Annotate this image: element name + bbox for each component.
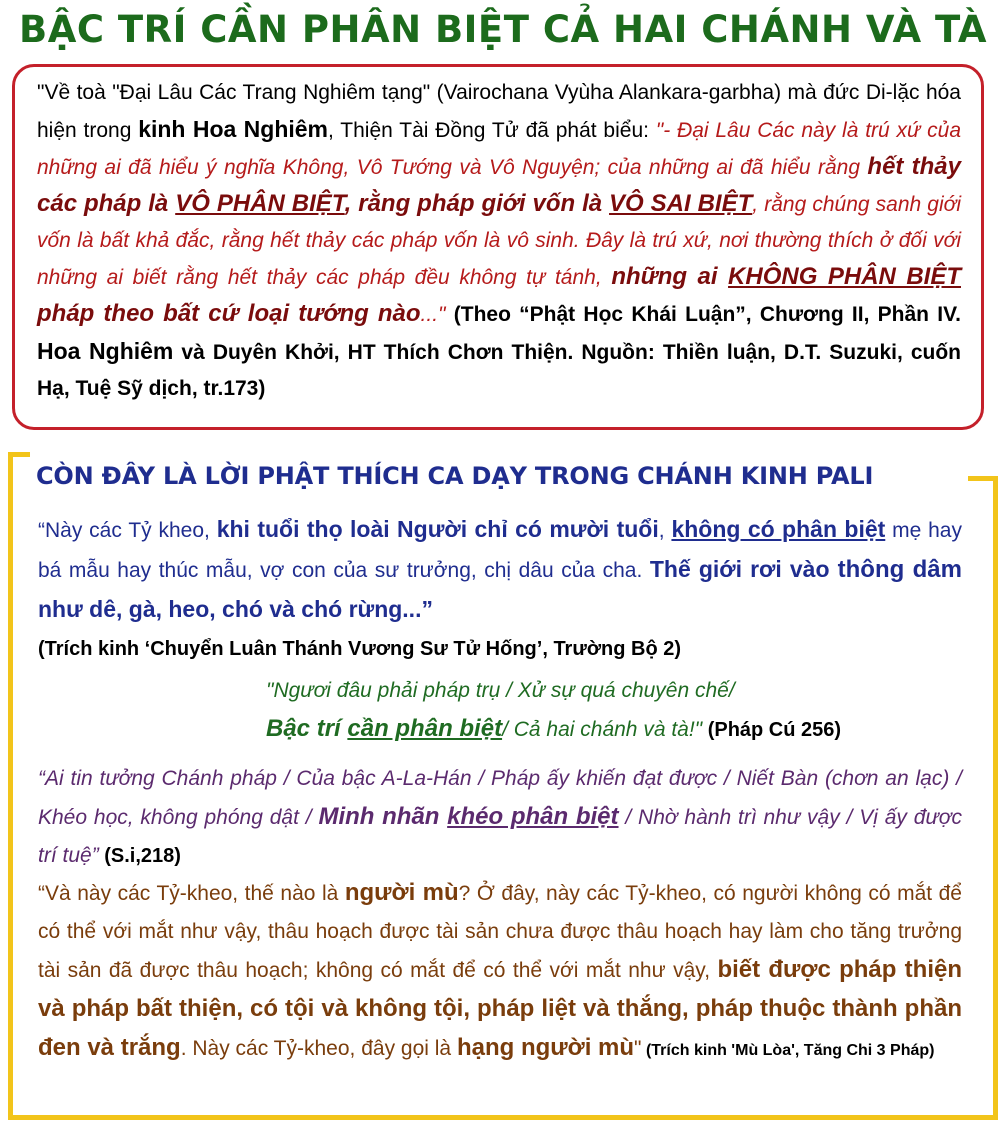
text-segment-emphasis: hết thảy các pháp là: [37, 153, 961, 217]
text-segment-underlined: cần phân biệt: [347, 715, 503, 742]
text-segment-emphasis: pháp theo bất cứ loại tướng nào: [37, 300, 421, 327]
text-segment-underlined: khéo phân biệt: [447, 803, 619, 830]
text-segment: / Cả hai chánh và tà!": [502, 718, 703, 741]
text-segment: . Này các Tỷ-kheo, đây gọi là: [180, 1037, 457, 1060]
source-citation: (Trích kinh ‘Chuyển Luân Thánh Vương Sư Tử Hống’, Trường Bộ 2): [38, 638, 682, 660]
source-citation: (Trích kinh 'Mù Lòa', Tăng Chi 3 Pháp): [641, 1042, 935, 1059]
text-segment-italic: ...": [420, 303, 446, 326]
text-segment: “Và này các Tỷ-kheo, thế nào là: [38, 882, 345, 905]
poem-line: "Ngươi đâu phải pháp trụ / Xử sự quá chuyên chế/: [266, 679, 735, 702]
text-segment-bold: thông dâm: [837, 556, 962, 583]
source-citation: (S.i,218): [98, 845, 181, 867]
text-segment-bold: như dê, gà, heo, chó và chó rừng...”: [38, 596, 433, 622]
text-segment: (Theo “Phật Học Khái Luận”, Chương II, Phần IV.: [445, 303, 961, 326]
text-segment: / Nhờ hành trì như vậy / Vị ấy được trí tuệ”: [38, 806, 962, 867]
text-segment: mẹ hay bá mẫu hay thúc mẫu, vợ con của sư trưởng, chị dâu của cha.: [38, 519, 962, 582]
text-segment-bold: người mù: [344, 879, 459, 906]
text-segment-underlined: VÔ PHÂN BIỆT: [175, 190, 345, 217]
text-segment-emphasis: những ai: [611, 263, 729, 290]
text-segment-italic: , rằng chúng sanh giới vốn là bất khả đắc, rằng hết thảy các pháp vốn là vô sinh. Đây là trú xứ, nơi thường thích ở đối với những ai biết rằng hết thảy các pháp đều không tự tánh,: [37, 193, 962, 289]
page-title: BẬC TRÍ CẦN PHÂN BIỆT CẢ HAI CHÁNH VÀ TÀ: [19, 8, 987, 51]
quote-paragraph-4: [38, 874, 962, 1070]
quote-paragraph-3: [38, 760, 962, 875]
text-segment: “Này các Tỷ kheo,: [38, 519, 217, 542]
text-segment-bold: khi tuổi thọ loài Người chỉ có mười tuổi: [216, 516, 659, 542]
text-segment-underlined: không có phân biệt: [671, 516, 886, 542]
text-segment-italic: "- Đại Lâu Các này là trú xứ của những ai đã hiểu ý nghĩa Không, Vô Tướng và Vô Nguyện; của những ai đã hiểu rằng: [37, 119, 961, 179]
frame-gap: [990, 452, 1002, 476]
text-segment: ": [634, 1037, 642, 1060]
text-segment-bold: kinh Hoa Nghiêm: [138, 116, 329, 142]
text-segment: “Ai tin tưởng Chánh pháp / Của bậc A-La-Hán / Pháp ấy khiến đạt được / Niết Bàn (chơn an lạc) / Khéo học, không phóng dật /: [38, 767, 962, 829]
text-segment-bold: biết được pháp thiện và pháp bất thiện, có tội và không tội, pháp liệt và thắng, pháp thuộc thành phần đen và trắng: [38, 956, 962, 1061]
text-segment-underlined: KHÔNG PHÂN BIỆT: [728, 263, 961, 290]
text-segment: và Duyên Khởi, HT Thích Chơn Thiện. Nguồn: Thiền luận, D.T. Suzuki, cuốn Hạ, Tuệ Sỹ dịch, tr.173): [37, 341, 961, 400]
text-segment-bold: Bậc trí: [266, 715, 348, 742]
text-segment-bold: Hoa Nghiêm: [37, 338, 174, 364]
section-heading: CÒN ĐÂY LÀ LỜI PHẬT THÍCH CA DẠY TRONG CHÁNH KINH PALI: [36, 462, 874, 490]
text-segment-emphasis: , rằng pháp giới vốn là: [344, 190, 610, 217]
quote-box-hoa-nghiem: [12, 64, 984, 430]
text-segment: "Về toà "Đại Lâu Các Trang Nghiêm tạng" (Vairochana Vyùha Alankara-garbha) mà đức Di-lặc hóa hiện trong: [37, 81, 961, 142]
text-segment-underlined: VÔ SAI BIỆT: [609, 190, 753, 217]
quote-poem: [266, 672, 966, 749]
frame-corner: [8, 452, 30, 457]
text-segment-bold: Minh nhãn: [318, 803, 448, 830]
source-citation: (Pháp Cú 256): [702, 719, 842, 741]
text-segment-bold: hạng người mù: [456, 1034, 635, 1061]
text-segment: , Thiện Tài Đồng Tử đã phát biểu:: [328, 119, 656, 142]
text-segment: ,: [658, 519, 672, 542]
text-segment: ? Ở đây, này các Tỷ-kheo, có người không có mắt để có thể với mắt như vậy, thâu hoạch được tài sản chưa được thâu hoạch hay làm cho tăng trưởng tài sản đã được thâu hoạch; không có mắt để có thể với mắt như vậy,: [38, 882, 962, 982]
quote-paragraph-1: [38, 510, 962, 668]
text-segment-bold: Thế giới rơi vào: [649, 556, 838, 582]
